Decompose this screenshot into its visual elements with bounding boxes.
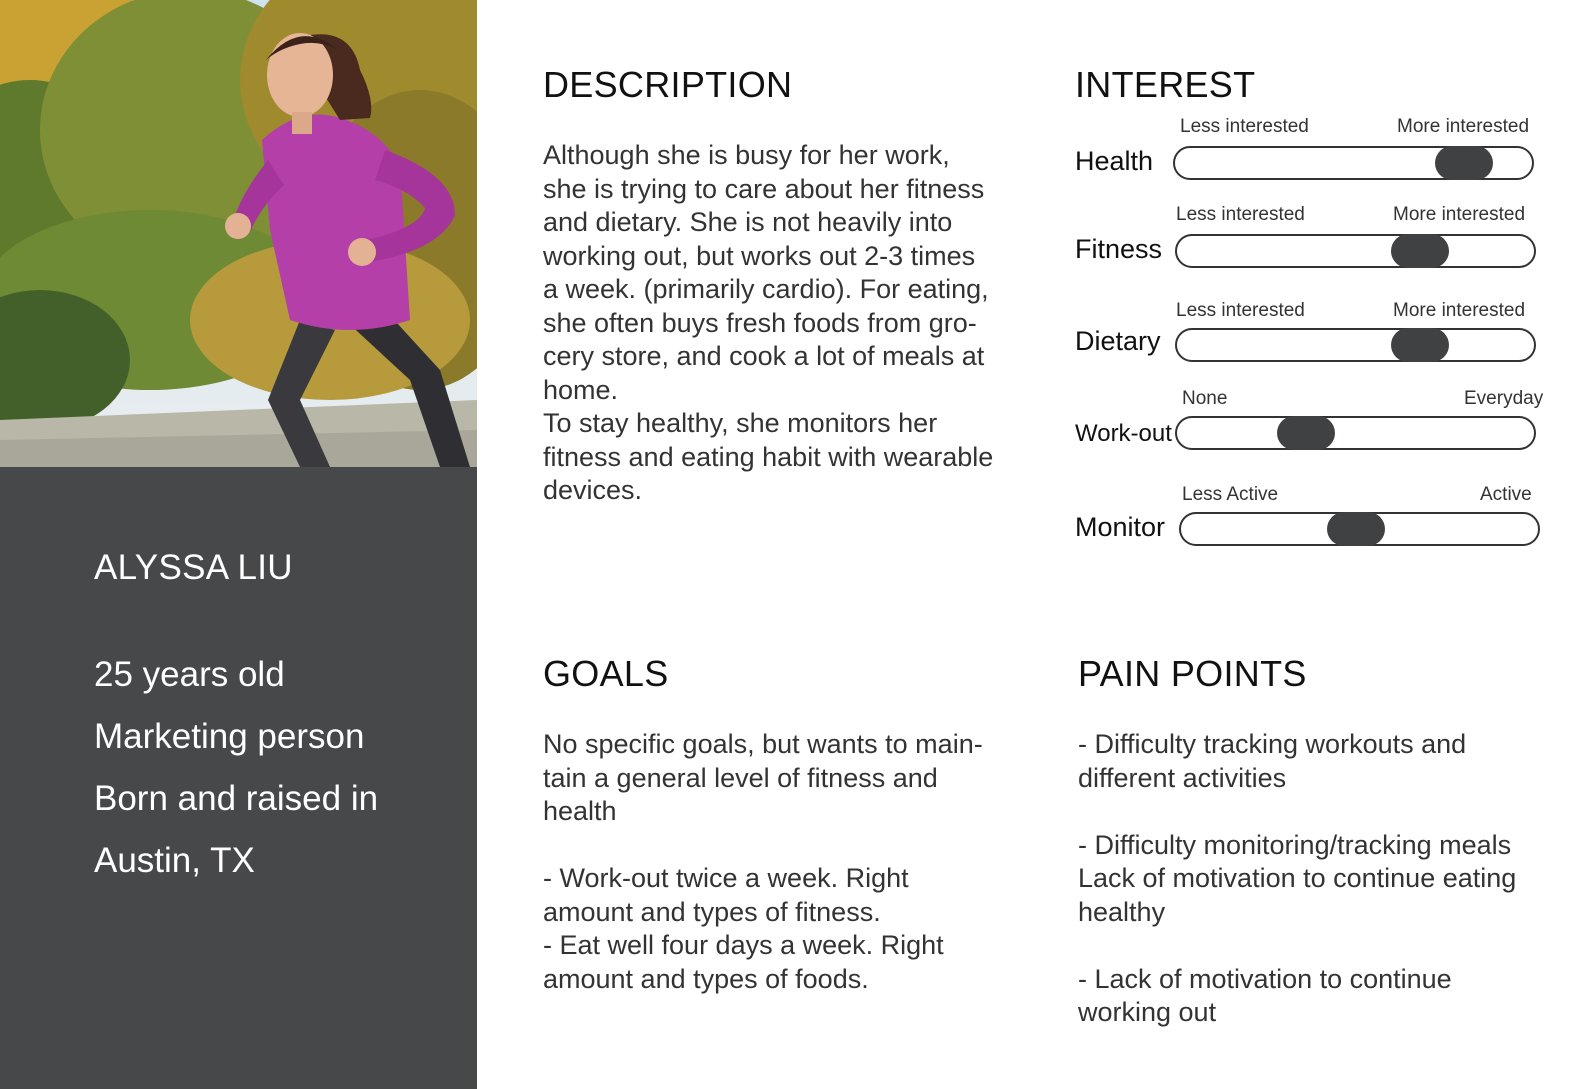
interest-heading: INTEREST — [1075, 64, 1256, 105]
scale-knob[interactable] — [1435, 146, 1493, 180]
scale-low-label: Less interested — [1180, 116, 1309, 137]
scale-track[interactable] — [1173, 146, 1534, 180]
scale-label: Dietary — [1075, 326, 1161, 356]
runner-illustration — [0, 0, 477, 467]
scale-low-label: None — [1182, 388, 1228, 409]
scale-high-label: Active — [1480, 484, 1532, 505]
profile-panel — [0, 0, 477, 1089]
scale-low-label: Less interested — [1176, 204, 1305, 225]
scale-label: Monitor — [1075, 512, 1166, 542]
goals-heading: GOALS — [543, 653, 669, 694]
pain-points-heading: PAIN POINTS — [1078, 653, 1307, 694]
scale-knob[interactable] — [1277, 416, 1335, 450]
persona-facts — [94, 655, 378, 903]
scale-track[interactable] — [1179, 512, 1540, 546]
pain-points-text: - Difficulty tracking workouts and different activities - Difficulty monitoring/tracking meals Lack of motivation to continue eating healthy - Lack of motivation to continue working out — [1078, 729, 1517, 1027]
scale-high-label: More interested — [1397, 116, 1530, 137]
scale-label: Work-out — [1075, 420, 1172, 447]
scale-high-label: Everyday — [1464, 388, 1544, 409]
scale-high-label: More interested — [1393, 204, 1526, 225]
scale-track[interactable] — [1175, 416, 1536, 450]
scale-track[interactable] — [1175, 328, 1536, 362]
goals-text: No specific goals, but wants to main- tain a general level of fitness and health - Work-out twice a week. Right amount and types of fitness. - Eat well four days a week. Right amount and types of foods. — [543, 729, 983, 994]
scale-label: Health — [1075, 146, 1154, 176]
scale-low-label: Less interested — [1176, 300, 1305, 321]
persona-fact-city: Austin, TX — [94, 841, 255, 880]
persona-fact-age: 25 years old — [94, 655, 285, 694]
scale-low-label: Less Active — [1182, 484, 1279, 505]
description-heading: DESCRIPTION — [543, 64, 793, 105]
scale-high-label: More interested — [1393, 300, 1526, 321]
scale-label: Fitness — [1075, 234, 1163, 264]
persona-photo — [0, 0, 477, 467]
description-text: Although she is busy for her work, she is trying to care about her fitness and dietary. She is not heavily into working out, but works out 2-3 times a week. (primarily cardio). For eating, she often buys fresh foods from gro- cery store, and cook a lot of meals at home. To stay healthy, she monitors her fitness and eating habit with wearable devices. — [543, 140, 994, 505]
scale-knob[interactable] — [1327, 512, 1385, 546]
persona-fact-origin: Born and raised in — [94, 779, 379, 818]
persona-fact-occupation: Marketing person — [94, 717, 365, 756]
persona-name: ALYSSA LIU — [94, 548, 293, 587]
scale-knob[interactable] — [1391, 328, 1449, 362]
scale-knob[interactable] — [1391, 234, 1449, 268]
scale-track[interactable] — [1175, 234, 1536, 268]
